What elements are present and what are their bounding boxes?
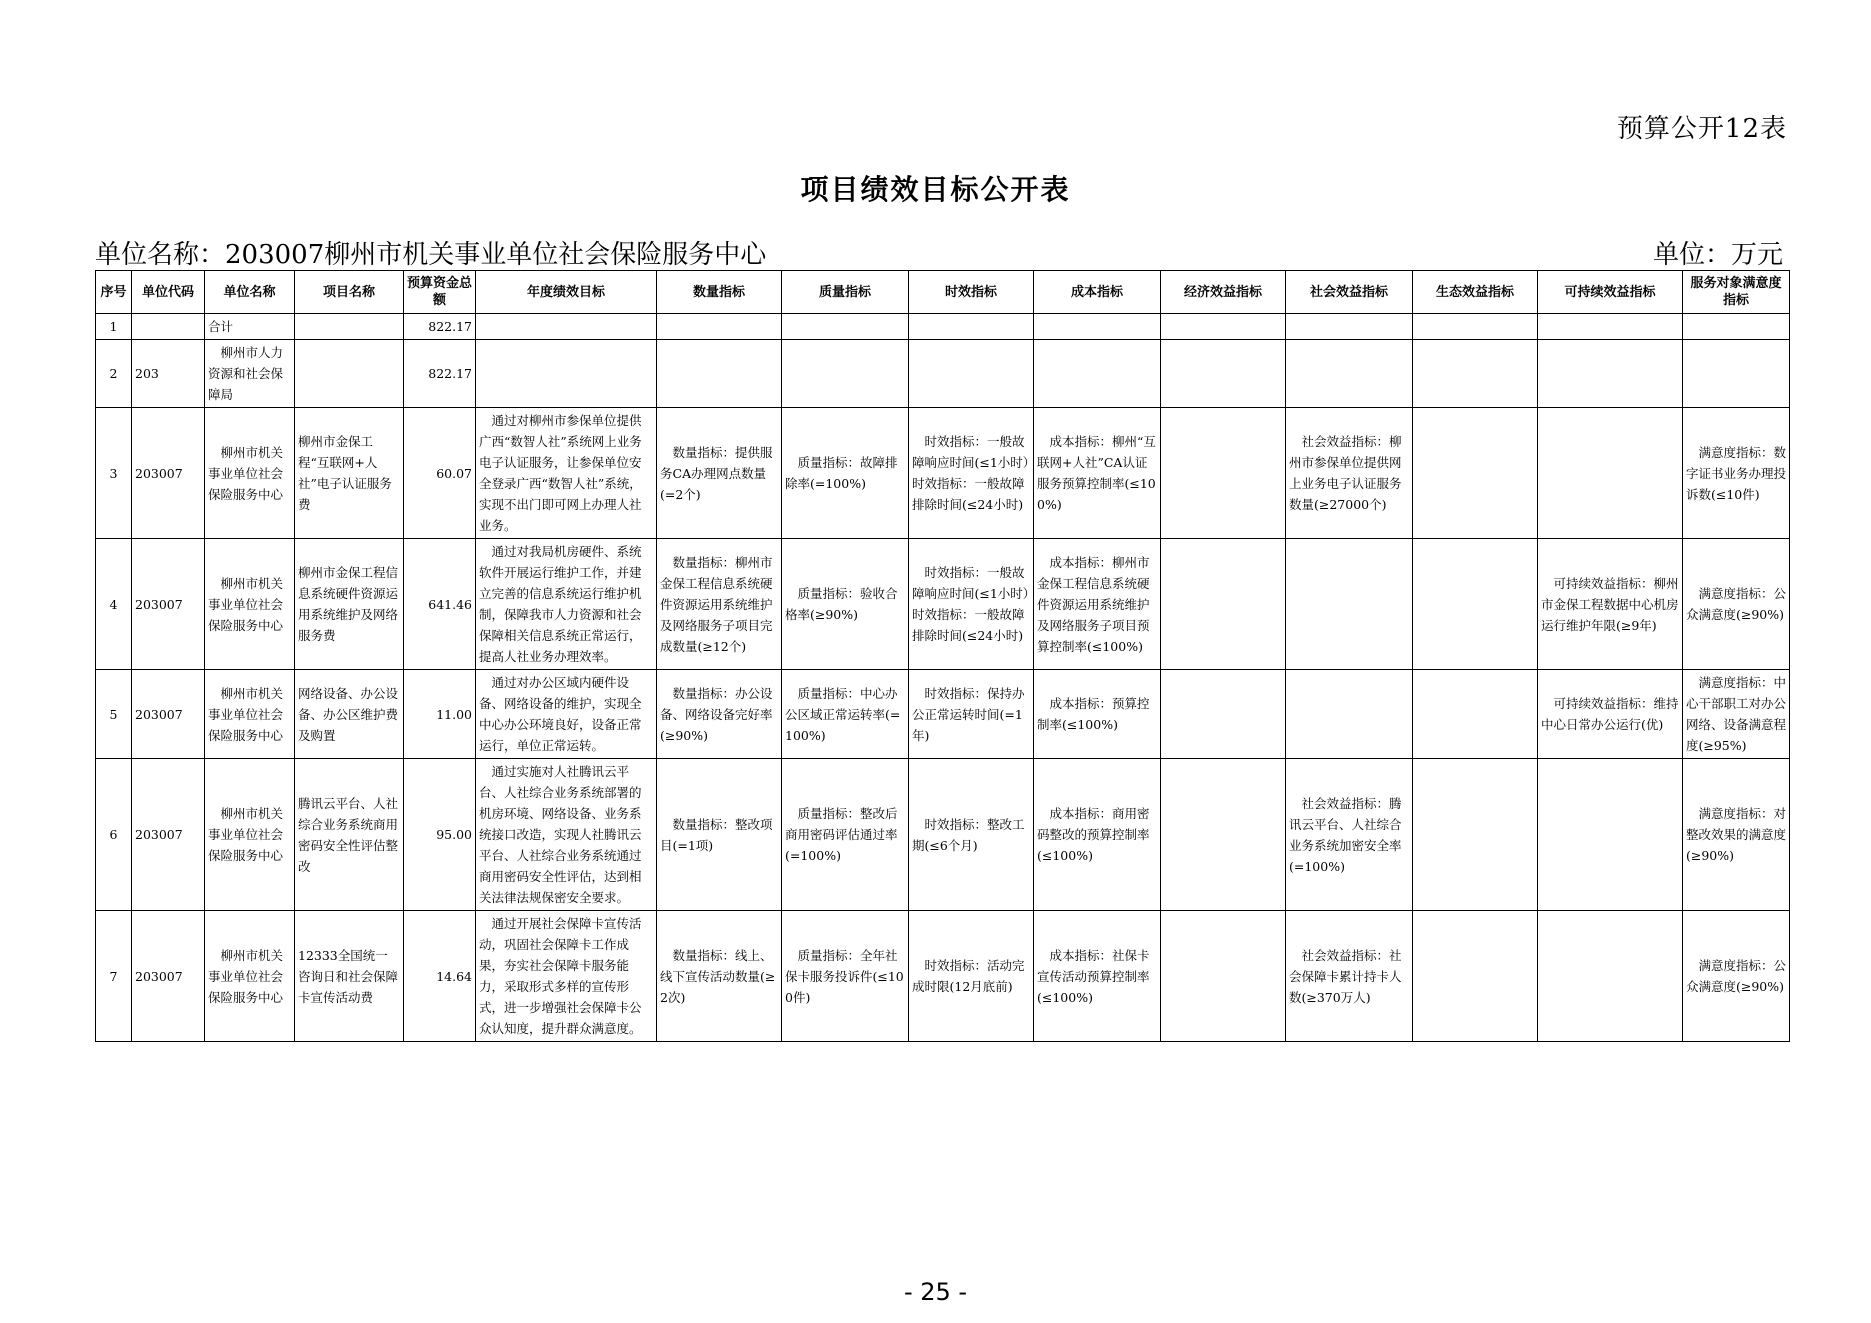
cell-quantity-indicator: [657, 539, 782, 670]
cell-sustainability-indicator-text: 可持续效益指标：维持中心日常办公运行(优): [1541, 696, 1679, 732]
cell-social-indicator: [1286, 670, 1413, 759]
header-cell: 序号: [96, 271, 132, 314]
header-cell: 可持续效益指标: [1538, 271, 1683, 314]
cell-quantity-indicator: [657, 408, 782, 539]
cell-no: 3: [96, 408, 132, 539]
header-cell: 项目名称: [295, 271, 404, 314]
cell-economic-indicator: [1161, 408, 1286, 539]
cell-sustainability-indicator: [1538, 911, 1683, 1042]
cell-annual-goal: [476, 340, 657, 408]
cell-no: 7: [96, 911, 132, 1042]
header-cell: 服务对象满意度指标: [1683, 271, 1790, 314]
cell-cost-indicator: [1034, 759, 1161, 911]
cell-cost-indicator: [1034, 670, 1161, 759]
cell-annual-goal: [476, 759, 657, 911]
cell-economic-indicator: [1161, 759, 1286, 911]
cell-quantity-indicator: [657, 340, 782, 408]
cell-satisfaction-indicator: [1683, 911, 1790, 1042]
cell-timeliness-indicator: [909, 759, 1034, 911]
cell-social-indicator: [1286, 314, 1413, 340]
cell-timeliness-indicator: [909, 911, 1034, 1042]
cell-budget-amount: 822.17: [404, 340, 476, 408]
cell-quantity-indicator-text: 数量指标：整改项目(=1项): [660, 816, 773, 853]
cell-timeliness-indicator-text: 时效指标：一般故障响应时间(≤1小时）时效指标：一般故障排除时间(≤24小时): [912, 565, 1030, 643]
cell-cost-indicator: [1034, 539, 1161, 670]
unit-name: 单位名称：203007柳州市机关事业单位社会保险服务中心: [95, 240, 767, 270]
cell-timeliness-indicator: [909, 539, 1034, 670]
currency-unit: 单位：万元: [1652, 240, 1783, 270]
cell-satisfaction-indicator-text: 满意度指标：中心干部职工对办公网络、设备满意程度(≥95%): [1686, 675, 1787, 753]
cell-quantity-indicator-text: 数量指标：提供服务CA办理网点数量(=2个): [660, 444, 773, 502]
cell-timeliness-indicator: [909, 670, 1034, 759]
table-row: [96, 408, 1790, 539]
cell-quality-indicator: [782, 670, 909, 759]
cell-sustainability-indicator-text: 可持续效益指标：柳州市金保工程数据中心机房运行维护年限(≥9年): [1541, 575, 1679, 633]
cell-timeliness-indicator: [909, 408, 1034, 539]
header-cell: 社会效益指标: [1286, 271, 1413, 314]
cell-satisfaction-indicator: [1683, 539, 1790, 670]
cell-satisfaction-indicator-text: 满意度指标：数字证书业务办理投诉数(≤10件): [1686, 444, 1787, 502]
cell-quality-indicator-text: 质量指标：故障排除率(=100%): [785, 455, 898, 491]
unit-line: [95, 234, 1783, 271]
cell-sustainability-indicator: [1538, 539, 1683, 670]
cell-quality-indicator-text: 质量指标：整改后商用密码评估通过率(=100%): [785, 806, 898, 863]
cell-timeliness-indicator: [909, 314, 1034, 340]
cell-ecological-indicator: [1413, 670, 1538, 759]
cell-cost-indicator-text: 成本指标：商用密码整改的预算控制率(≤100%): [1037, 806, 1150, 863]
cell-unit-name-text: 柳州市机关事业单位社会保险服务中心: [208, 947, 284, 1005]
cell-social-indicator: [1286, 759, 1413, 911]
header-cell: 时效指标: [909, 271, 1034, 314]
cell-social-indicator: [1286, 911, 1413, 1042]
cell-sustainability-indicator: [1538, 670, 1683, 759]
header-cell: 质量指标: [782, 271, 909, 314]
cell-budget-amount: 95.00: [404, 759, 476, 911]
cell-quantity-indicator-text: 数量指标：柳州市金保工程信息系统硬件资源运用系统维护及网络服务子项目完成数量(≥12个): [660, 554, 773, 654]
cell-annual-goal: [476, 911, 657, 1042]
cell-satisfaction-indicator: [1683, 759, 1790, 911]
cell-unit-name: [205, 670, 295, 759]
cell-quality-indicator: [782, 314, 909, 340]
cell-cost-indicator: [1034, 314, 1161, 340]
cell-timeliness-indicator-text: 时效指标：活动完成时限(12月底前): [912, 958, 1025, 994]
cell-unit-name: 合计: [205, 314, 295, 340]
header-cell: 成本指标: [1034, 271, 1161, 314]
cell-unit-code: 203007: [132, 408, 205, 539]
cell-unit-name-text: 柳州市机关事业单位社会保险服务中心: [208, 444, 284, 502]
cell-quantity-indicator-text: 数量指标：线上、线下宣传活动数量(≥2次): [660, 947, 776, 1005]
cell-economic-indicator: [1161, 911, 1286, 1042]
cell-sustainability-indicator: [1538, 408, 1683, 539]
cell-unit-name-text: 柳州市人力资源和社会保障局: [208, 345, 284, 402]
cell-cost-indicator: [1034, 408, 1161, 539]
cell-ecological-indicator: [1413, 759, 1538, 911]
cell-unit-code: 203007: [132, 759, 205, 911]
cell-quantity-indicator: [657, 670, 782, 759]
cell-ecological-indicator: [1413, 340, 1538, 408]
cell-unit-code: 203007: [132, 539, 205, 670]
cell-annual-goal: [476, 670, 657, 759]
cell-satisfaction-indicator-text: 满意度指标：公众满意度(≥90%): [1686, 958, 1787, 994]
cell-social-indicator: [1286, 539, 1413, 670]
header-cell: 经济效益指标: [1161, 271, 1286, 314]
cell-budget-amount: 11.00: [404, 670, 476, 759]
cell-budget-amount: 641.46: [404, 539, 476, 670]
header-cell: 年度绩效目标: [476, 271, 657, 314]
header-row: [96, 271, 1790, 314]
cell-economic-indicator: [1161, 340, 1286, 408]
cell-quality-indicator-text: 质量指标：全年社保卡服务投诉件(≤100件): [785, 947, 904, 1005]
cell-economic-indicator: [1161, 539, 1286, 670]
cell-economic-indicator: [1161, 314, 1286, 340]
cell-cost-indicator-text: 成本指标：预算控制率(≤100%): [1037, 696, 1150, 732]
cell-timeliness-indicator: [909, 340, 1034, 408]
cell-sustainability-indicator: [1538, 314, 1683, 340]
cell-quantity-indicator-text: 数量指标：办公设备、网络设备完好率(≥90%): [660, 685, 773, 743]
cell-social-indicator: [1286, 340, 1413, 408]
cell-unit-name: [205, 408, 295, 539]
cell-no: 4: [96, 539, 132, 670]
cell-quality-indicator-text: 质量指标：中心办公区域正常运转率(=100%): [785, 685, 901, 743]
cell-timeliness-indicator-text: 时效指标：保持办公正常运转时间(=1年): [912, 685, 1025, 743]
cell-unit-name: [205, 340, 295, 408]
cell-sustainability-indicator: [1538, 759, 1683, 911]
cell-unit-code: 203007: [132, 911, 205, 1042]
cell-budget-amount: 60.07: [404, 408, 476, 539]
cell-unit-name: [205, 911, 295, 1042]
cell-unit-name: [205, 539, 295, 670]
cell-quality-indicator-text: 质量指标：验收合格率(≥90%): [785, 586, 898, 622]
page-number: - 25 -: [903, 1278, 968, 1306]
cell-no: 6: [96, 759, 132, 911]
cell-unit-name: [205, 759, 295, 911]
table-row: [96, 759, 1790, 911]
cell-annual-goal: [476, 408, 657, 539]
cell-annual-goal: [476, 314, 657, 340]
table-row: [96, 911, 1790, 1042]
table-row: [96, 314, 1790, 340]
cell-annual-goal-text: 通过对办公区域内硬件设备、网络设备的维护，实现全中心办公环境良好，设备正常运行，单位正常运转。: [479, 675, 642, 753]
cell-cost-indicator: [1034, 911, 1161, 1042]
cell-annual-goal: [476, 539, 657, 670]
header-cell: 单位代码: [132, 271, 205, 314]
cell-project-name: [295, 314, 404, 340]
cell-no: 1: [96, 314, 132, 340]
cell-ecological-indicator: [1413, 314, 1538, 340]
cell-quantity-indicator: [657, 759, 782, 911]
cell-ecological-indicator: [1413, 408, 1538, 539]
table-row: [96, 340, 1790, 408]
table-row: [96, 539, 1790, 670]
cell-satisfaction-indicator: [1683, 670, 1790, 759]
page-title: 项目绩效目标公开表: [800, 173, 1071, 206]
cell-budget-amount: 14.64: [404, 911, 476, 1042]
cell-social-indicator-text: 社会效益指标：柳州市参保单位提供网上业务电子认证服务数量(≥27000个): [1289, 434, 1402, 512]
cell-cost-indicator-text: 成本指标：社保卡宣传活动预算控制率(≤100%): [1037, 947, 1150, 1005]
header-cell: 单位名称: [205, 271, 295, 314]
cell-no: 5: [96, 670, 132, 759]
cell-timeliness-indicator-text: 时效指标：整改工期(≤6个月): [912, 816, 1025, 853]
header-cell: 预算资金总额: [404, 271, 476, 314]
cell-economic-indicator: [1161, 670, 1286, 759]
cell-project-name: 12333全国统一咨询日和社会保障卡宣传活动费: [295, 911, 404, 1042]
cell-quality-indicator: [782, 539, 909, 670]
cell-quantity-indicator: [657, 911, 782, 1042]
cell-satisfaction-indicator: [1683, 314, 1790, 340]
cell-quality-indicator: [782, 759, 909, 911]
cell-project-name: 柳州市金保工程信息系统硬件资源运用系统维护及网络服务费: [295, 539, 404, 670]
header-cell: 数量指标: [657, 271, 782, 314]
cell-ecological-indicator: [1413, 539, 1538, 670]
cell-social-indicator-text: 社会效益指标：腾讯云平台、人社综合业务系统加密安全率(=100%): [1289, 795, 1402, 874]
cell-satisfaction-indicator: [1683, 408, 1790, 539]
cell-satisfaction-indicator-text: 满意度指标：公众满意度(≥90%): [1686, 586, 1787, 622]
cell-satisfaction-indicator-text: 满意度指标：对整改效果的满意度(≥90%): [1686, 806, 1787, 863]
header-cell: 生态效益指标: [1413, 271, 1538, 314]
cell-annual-goal-text: 通过开展社会保障卡宣传活动，巩固社会保障卡工作成果，夯实社会保障卡服务能力，采取形式多样的宣传形式，进一步增强社会保障卡公众认知度，提升群众满意度。: [479, 916, 642, 1036]
cell-quality-indicator: [782, 408, 909, 539]
performance-table: [95, 270, 1790, 1042]
cell-timeliness-indicator-text: 时效指标：一般故障响应时间(≤1小时）时效指标：一般故障排除时间(≤24小时): [912, 434, 1030, 512]
cell-unit-code: [132, 314, 205, 340]
cell-social-indicator-text: 社会效益指标：社会保障卡累计持卡人数(≥370万人): [1289, 947, 1402, 1005]
table-row: [96, 670, 1790, 759]
cell-unit-name-text: 柳州市机关事业单位社会保险服务中心: [208, 575, 284, 633]
cell-quantity-indicator: [657, 314, 782, 340]
cell-quality-indicator: [782, 340, 909, 408]
cell-project-name: [295, 340, 404, 408]
cell-sustainability-indicator: [1538, 340, 1683, 408]
cell-unit-code: 203007: [132, 670, 205, 759]
cell-unit-name-text: 柳州市机关事业单位社会保险服务中心: [208, 685, 284, 743]
cell-cost-indicator-text: 成本指标：柳州市金保工程信息系统硬件资源运用系统维护及网络服务子项目预算控制率(≤100%): [1037, 554, 1150, 654]
cell-project-name: 网络设备、办公设备、办公区维护费及购置: [295, 670, 404, 759]
cell-annual-goal-text: 通过对我局机房硬件、系统软件开展运行维护工作，并建立完善的信息系统运行维护机制，保障我市人力资源和社会保障相关信息系统正常运行，提高人社业务办理效率。: [479, 544, 642, 664]
cell-unit-code: 203: [132, 340, 205, 408]
cell-annual-goal-text: 通过对柳州市参保单位提供广西“数智人社”系统网上业务电子认证服务，让参保单位安全登录广西“数智人社”系统，实现不出门即可网上办理人社业务。: [479, 413, 642, 533]
cell-annual-goal-text: 通过实施对人社腾讯云平台、人社综合业务系统部署的机房环境、网络设备、业务系统接口改造，实现人社腾讯云平台、人社综合业务系统通过商用密码安全性评估，达到相关法律法规保密安全要求。: [479, 764, 642, 905]
cell-project-name: 腾讯云平台、人社综合业务系统商用密码安全性评估整改: [295, 759, 404, 911]
table-number: 预算公开12表: [1616, 114, 1787, 144]
cell-satisfaction-indicator: [1683, 340, 1790, 408]
cell-no: 2: [96, 340, 132, 408]
cell-cost-indicator: [1034, 340, 1161, 408]
cell-project-name: 柳州市金保工程“互联网+人社”电子认证服务费: [295, 408, 404, 539]
cell-social-indicator: [1286, 408, 1413, 539]
cell-quality-indicator: [782, 911, 909, 1042]
cell-ecological-indicator: [1413, 911, 1538, 1042]
cell-cost-indicator-text: 成本指标：柳州“互联网+人社”CA认证服务预算控制率(≤100%): [1037, 434, 1156, 512]
cell-unit-name-text: 柳州市机关事业单位社会保险服务中心: [208, 806, 284, 863]
cell-budget-amount: 822.17: [404, 314, 476, 340]
